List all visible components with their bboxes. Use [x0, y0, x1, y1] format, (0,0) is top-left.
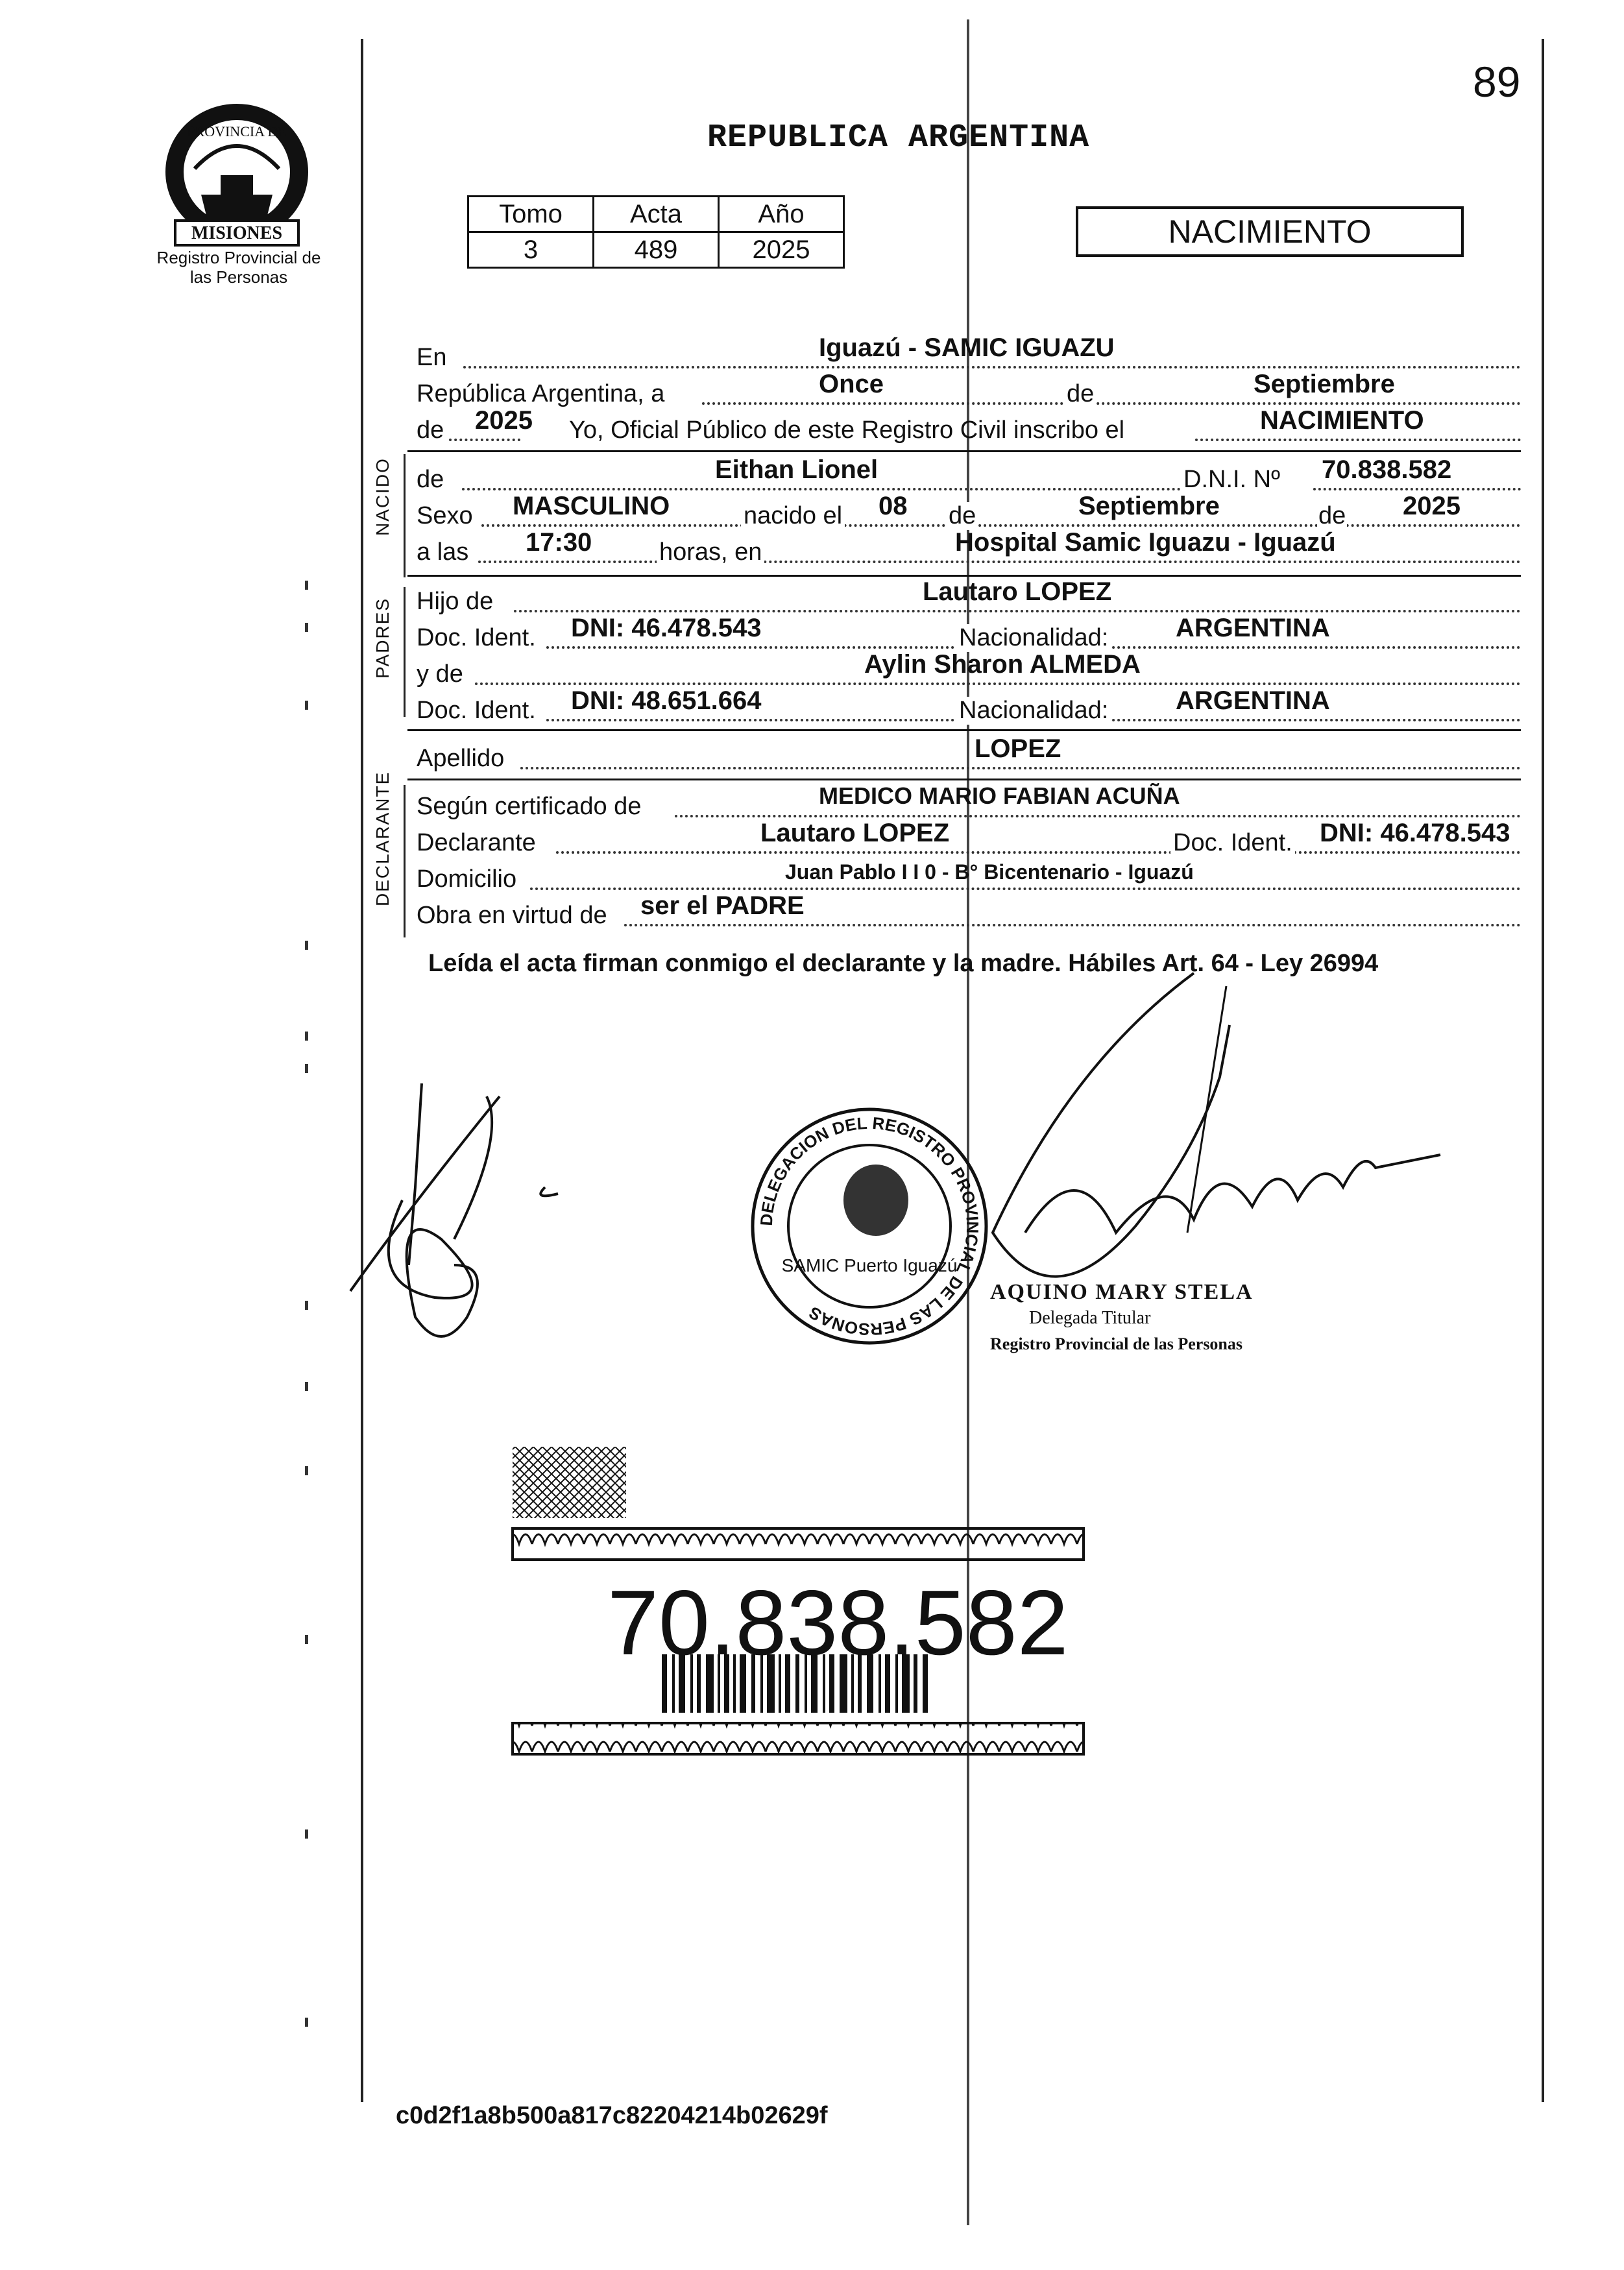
label-nac-padre: Nacionalidad:	[956, 624, 1111, 652]
separator	[407, 575, 1521, 577]
dots	[481, 524, 1521, 527]
label-obra: Obra en virtud de	[417, 902, 607, 929]
svg-text:PROVINCIA DE: PROVINCIA DE	[187, 123, 287, 139]
value-doc-padre: DNI: 46.478.543	[571, 614, 762, 642]
value-anio: 2025	[475, 406, 533, 435]
svg-text:MISIONES: MISIONES	[191, 223, 283, 243]
value-sexo: MASCULINO	[513, 492, 670, 520]
document-hash: c0d2f1a8b500a817c82204214b02629f	[396, 2102, 828, 2129]
scan-mark	[305, 1635, 308, 1644]
officer-signature	[973, 960, 1479, 1323]
signer-name: AQUINO MARY STELA	[990, 1280, 1254, 1304]
scan-mark	[305, 581, 308, 590]
svg-text:DELEGACION DEL REGISTRO PROVIN: DELEGACION DEL REGISTRO PROVINCIAL DE LAS PERSONAS	[756, 1113, 983, 1340]
section-bar-padres	[404, 587, 406, 717]
scan-mark	[305, 701, 308, 710]
row-sexo	[417, 492, 1520, 532]
value-domicilio: Juan Pablo I I 0 - B° Bicentenario - Iguazú	[785, 860, 1194, 884]
label-hijo-de: Hijo de	[417, 588, 494, 615]
label-domicilio: Domicilio	[417, 865, 517, 893]
dots	[702, 402, 1521, 405]
value-hora: 17:30	[526, 528, 592, 557]
page-number: 89	[1473, 58, 1521, 106]
value-dni: 70.838.582	[1322, 455, 1452, 484]
province-logo	[149, 97, 324, 260]
row-obra	[417, 891, 1520, 932]
value-padre: Lautaro LOPEZ	[923, 577, 1112, 606]
dots	[1195, 439, 1521, 441]
label-doc-padre: Doc. Ident.	[417, 624, 536, 651]
logo-caption: Registro Provincial de las Personas	[156, 248, 321, 287]
row-certificado	[417, 782, 1520, 823]
scan-mark	[305, 1466, 308, 1475]
dots	[556, 851, 1521, 854]
scan-mark	[305, 1829, 308, 1839]
dots	[478, 561, 1521, 563]
scan-mark	[305, 1064, 308, 1073]
ref-label-tomo: Tomo	[468, 197, 594, 232]
ref-label-acta: Acta	[594, 197, 719, 232]
label-nac-de: de	[949, 502, 976, 529]
row-padre	[417, 577, 1520, 618]
right-margin-line	[1542, 39, 1544, 2102]
signer-role: Delegada Titular	[1029, 1308, 1151, 1328]
value-apellido: LOPEZ	[975, 734, 1061, 763]
scan-mark	[305, 1301, 308, 1310]
section-label-padres: PADRES	[372, 597, 393, 679]
value-nac-mes: Septiembre	[1078, 492, 1220, 520]
reference-table	[467, 195, 845, 269]
label-decl-doc: Doc. Ident.	[1170, 829, 1295, 857]
row-anio-acto	[417, 406, 1520, 446]
value-decl-doc: DNI: 46.478.543	[1320, 819, 1510, 847]
label-yo: Yo, Oficial Público de este Registro Civil inscribo el	[569, 417, 1125, 444]
document-type-box: NACIMIENTO	[1076, 206, 1464, 257]
dots	[449, 439, 520, 441]
closing-statement: Leída el acta firman conmigo el declarante y la madre. Hábiles Art. 64 - Ley 26994	[428, 950, 1379, 977]
document-title: REPUBLICA ARGENTINA	[707, 119, 1090, 156]
value-mes: Septiembre	[1254, 370, 1395, 398]
dots	[675, 815, 1521, 817]
scan-mark	[305, 2018, 308, 2027]
label-horas-en: horas, en	[657, 538, 764, 566]
separator	[407, 729, 1521, 731]
label-apellido: Apellido	[417, 745, 505, 772]
label-dni: D.N.I. Nº	[1183, 466, 1280, 493]
scan-mark	[305, 623, 308, 632]
row-doc-madre	[417, 686, 1520, 727]
signer-office: Registro Provincial de las Personas	[990, 1334, 1243, 1353]
ref-value-anio: 2025	[719, 232, 844, 268]
label-de-anio: de	[417, 417, 444, 444]
value-nac-anio: 2025	[1403, 492, 1460, 520]
label-de-nombre: de	[417, 466, 444, 493]
row-hora-lugar	[417, 528, 1520, 568]
row-en	[417, 333, 1520, 374]
label-doc-madre: Doc. Ident.	[417, 697, 536, 724]
dots	[520, 767, 1521, 769]
ref-value-acta: 489	[594, 232, 719, 268]
value-doc-madre: DNI: 48.651.664	[571, 686, 762, 715]
ref-label-anio: Año	[719, 197, 844, 232]
value-nac-dia: 08	[879, 492, 908, 520]
dots	[462, 488, 1181, 490]
value-en: Iguazú - SAMIC IGUAZU	[819, 333, 1115, 362]
ref-value-tomo: 3	[468, 232, 594, 268]
value-nac-madre: ARGENTINA	[1176, 686, 1330, 715]
dots	[624, 924, 1521, 926]
label-a-las: a las	[417, 538, 469, 566]
row-fecha-inscripcion	[417, 370, 1520, 410]
scan-mark	[305, 1382, 308, 1391]
value-obra: ser el PADRE	[640, 891, 805, 920]
label-declarante: Declarante	[417, 829, 536, 856]
label-republica: República Argentina, a	[417, 380, 665, 407]
value-acto: NACIMIENTO	[1260, 406, 1424, 435]
label-nac-de2: de	[1318, 502, 1346, 529]
label-nac-madre: Nacionalidad:	[956, 697, 1111, 725]
dots	[475, 682, 1521, 685]
section-label-nacido: NACIDO	[372, 457, 393, 536]
scan-mark	[305, 1032, 308, 1041]
label-en: En	[417, 344, 447, 371]
row-domicilio	[417, 859, 1520, 895]
separator	[407, 779, 1521, 780]
section-bar-declarante	[404, 785, 406, 937]
label-certificado: Según certificado de	[417, 793, 642, 820]
value-madre: Aylin Sharon ALMEDA	[864, 650, 1141, 679]
label-sexo: Sexo	[417, 502, 473, 529]
value-nac-padre: ARGENTINA	[1176, 614, 1330, 642]
value-certificado: MEDICO MARIO FABIAN ACUÑA	[819, 782, 1180, 809]
value-dia: Once	[819, 370, 884, 398]
value-declarante: Lautaro LOPEZ	[760, 819, 950, 847]
row-doc-padre	[417, 614, 1520, 654]
svg-text:SAMIC Puerto Iguazú: SAMIC Puerto Iguazú	[781, 1255, 958, 1275]
section-bar-nacido	[404, 454, 406, 577]
label-de: de	[1067, 380, 1095, 407]
dots	[530, 887, 1521, 890]
dots	[1313, 488, 1521, 490]
scan-mark	[305, 941, 308, 950]
row-nombre	[417, 455, 1520, 496]
label-nacido-el: nacido el	[741, 502, 845, 530]
declarant-signature	[337, 1070, 610, 1369]
dots	[514, 610, 1521, 612]
row-apellido	[417, 734, 1520, 775]
dots	[463, 366, 1521, 368]
section-label-declarante: DECLARANTE	[372, 771, 393, 906]
separator	[407, 450, 1521, 452]
row-madre	[417, 650, 1520, 690]
value-nombre: Eithan Lionel	[715, 455, 879, 484]
barcode-number: 70.838.582	[607, 1571, 1069, 1674]
label-y-de: y de	[417, 660, 463, 688]
value-lugar: Hospital Samic Iguazu - Iguazú	[955, 528, 1336, 557]
row-declarante	[417, 819, 1520, 859]
signer-block	[990, 1279, 1254, 1357]
official-stamp	[746, 1103, 993, 1349]
